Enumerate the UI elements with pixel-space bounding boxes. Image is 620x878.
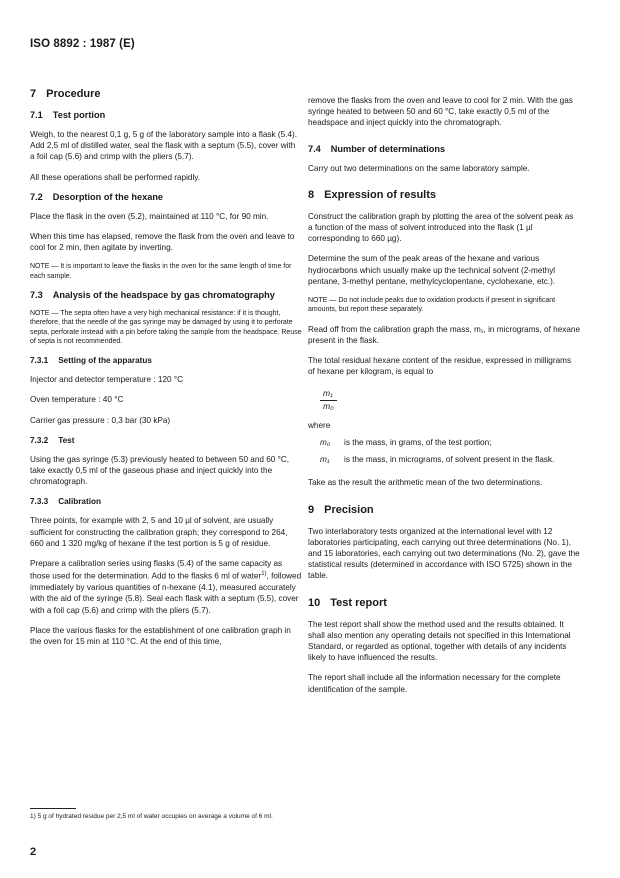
footnote-ref: 1) xyxy=(261,571,267,578)
formula-numerator: m₁ xyxy=(320,388,337,400)
formula-fraction xyxy=(320,388,337,411)
section-heading-7: 7 Procedure xyxy=(30,88,101,100)
paragraph: Three points, for example with 2, 5 and 10 µl of solvent, are usually sufficient for constructing the calibration graph; they correspond to 264, 660 and 1 320 mg/kg of hexane if the test portion is 5 g of residue. xyxy=(30,516,288,548)
paragraph: Construct the calibration graph by plotting the area of the solvent peak as a function of the mass of solvent introduced into the flask (1 µl corresponding to 660 µg). xyxy=(308,211,574,244)
paragraph: Place the various flasks for the establishment of one calibration graph in the oven for 15 min at 110 °C. At the end of this time, xyxy=(30,625,291,646)
paragraph: Read off from the calibration graph the mass, m₁, in micrograms, of hexane present in the flask. xyxy=(308,324,581,345)
paragraph: The test report shall show the method used and the results obtained. It shall also mention any operating details not specified in this International Standard, or regarded as optional, together with details of any incidents likely to have influenced the results. xyxy=(308,619,571,663)
paragraph: Weigh, to the nearest 0,1 g, 5 g of the laboratory sample into a flask (5.4). Add 2,5 ml of distilled water, seal the flask with a septum (5.5), cover with a foil cap (5.6) and crimp with the pliers (5.7). xyxy=(30,130,298,162)
paragraph: Prepare a calibration series using flasks (5.4) of the same capacity as those used for the determination. Add to the flasks 6 ml of water$^{1)}$, followed immediately by various quantities of n-hexane (4.1), measured accurately with the aid of the syringe (5.8). Seal each flask with a septum (5.5), cover with a foil cap (5.6) and crimp with the pliers (5.7). xyxy=(30,559,302,615)
section-heading-9: 9 Precision xyxy=(308,503,374,516)
section-heading-7-4: 7.4 Number of determinations xyxy=(308,143,446,154)
page-number: 2 xyxy=(30,846,37,858)
page-header: ISO 8892 : 1987 (E) xyxy=(30,38,135,50)
paragraph: The total residual hexane content of the residue, expressed in milligrams of hexane per kilogram, is equal to xyxy=(308,356,572,377)
paragraph: Place the flask in the oven (5.2), maintained at 110 °C, for 90 min. xyxy=(30,211,269,221)
note: NOTE — It is important to leave the flasks in the oven for the same length of time for each sample. xyxy=(30,263,292,280)
section-heading-7-3-1: 7.3.1 Setting of the apparatus xyxy=(30,356,152,366)
section-heading-7-2: 7.2 Desorption of the hexane xyxy=(30,191,164,202)
section-heading-10: 10 Test report xyxy=(308,596,387,609)
paragraph: Two interlaboratory tests organized at the international level with 12 laboratories participating, each carrying out three determinations (No. 1), and 15 laboratories, each carrying out two determinations (No. 2), gave the statistical results (determined in accordance with ISO 5725) shown in the table. xyxy=(308,526,580,581)
footnote-divider xyxy=(30,808,76,809)
note: NOTE — The septa often have a very high mechanical resistance: if it is thought, therefore, that the needle of the gas syringe may be damaged by using it to perforate septa, perforate instead with a pin before taking the sample from the headspace. Reuse of septa is not recommended. xyxy=(30,310,302,345)
footnote: 1) 5 g of hydrated residue per 2,5 ml of water occupies on average a volume of 6 ml. xyxy=(30,813,273,820)
paragraph: Determine the sum of the peak areas of the hexane and various hydrocarbons which usually make up the technical solvent (2-methyl pentane, 3-methyl pentane, methylcyclopentane, cyclohexane, etc.). xyxy=(308,254,556,286)
paragraph: The report shall include all the information necessary for the complete identification of the sample. xyxy=(308,673,561,694)
paragraph: Take as the result the arithmetic mean of the two determinations. xyxy=(308,478,543,488)
paragraph: When this time has elapsed, remove the flask from the oven and leave to cool for 2 min, then agitate by inverting. xyxy=(30,232,295,253)
left-column xyxy=(30,88,302,656)
setting-line: Injector and detector temperature : 120 °C xyxy=(30,375,184,385)
section-heading-7-3-2: 7.3.2 Test xyxy=(30,435,75,445)
formula-denominator: m₀ xyxy=(323,400,334,411)
section-heading-7-3: 7.3 Analysis of the headspace by gas chromatography xyxy=(30,290,275,301)
where-label: where xyxy=(308,420,331,430)
setting-line: Oven temperature : 40 °C xyxy=(30,395,124,405)
definition-item: m₀ is the mass, in grams, of the test portion; xyxy=(320,438,492,448)
section-heading-7-1: 7.1 Test portion xyxy=(30,110,106,120)
section-heading-7-3-3: 7.3.3 Calibration xyxy=(30,497,101,507)
paragraph: All these operations shall be performed rapidly. xyxy=(30,172,201,182)
paragraph: Carry out two determinations on the same laboratory sample. xyxy=(308,163,530,173)
setting-line: Carrier gas pressure : 0,3 bar (30 kPa) xyxy=(30,415,171,425)
paragraph: Using the gas syringe (5.3) previously heated to between 50 and 60 °C, take exactly 0,5 ml of the gaseous phase and inject quickly into the chromatograph. xyxy=(30,454,290,487)
section-heading-8: 8 Expression of results xyxy=(308,188,436,201)
definition-item: m₁ is the mass, in micrograms, of solvent present in the flask. xyxy=(320,455,555,465)
paragraph: remove the flasks from the oven and leave to cool for 2 min. With the gas syringe heated to between 50 and 60 °C, take exactly 0,5 ml of the headspace and inject quickly into the chromatograph. xyxy=(308,96,573,128)
right-column xyxy=(308,95,580,704)
note: NOTE — Do not include peaks due to oxidation products if present in significant amounts, but report these separately. xyxy=(308,297,556,314)
